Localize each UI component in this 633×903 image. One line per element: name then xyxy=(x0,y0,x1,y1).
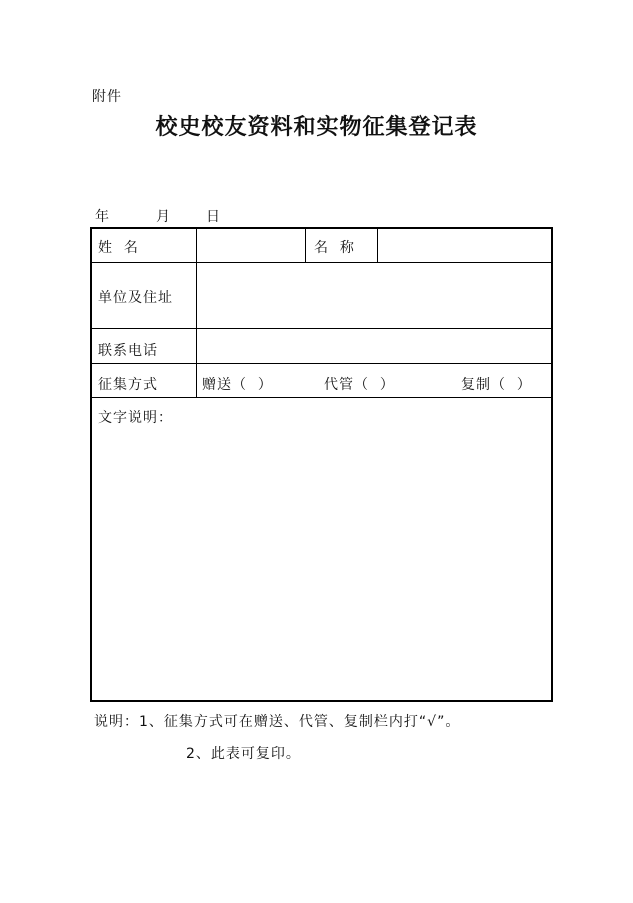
date-year-label: 年 xyxy=(95,209,109,225)
phone-field[interactable] xyxy=(198,330,551,362)
method-option-custody[interactable]: 代管（ ） xyxy=(324,377,395,393)
column-divider xyxy=(196,229,197,397)
row-divider xyxy=(92,363,551,364)
name-field[interactable] xyxy=(198,229,304,262)
note-line-1: 说明：1、征集方式可在赠送、代管、复制栏内打“√”。 xyxy=(94,714,461,730)
registration-form-table xyxy=(90,227,553,702)
item-name-field[interactable] xyxy=(379,229,551,262)
date-month-label: 月 xyxy=(156,209,170,225)
unit-address-field[interactable] xyxy=(198,264,551,327)
form-title: 校史校友资料和实物征集登记表 xyxy=(155,114,478,140)
description-label: 文字说明： xyxy=(98,410,173,426)
item-name-label: 名 称 xyxy=(314,240,355,256)
column-divider xyxy=(305,229,306,262)
row-divider xyxy=(92,328,551,329)
method-option-donate[interactable]: 赠送（ ） xyxy=(202,377,273,393)
method-label: 征集方式 xyxy=(98,377,158,393)
column-divider xyxy=(377,229,378,262)
attachment-label: 附件 xyxy=(92,89,122,105)
phone-label: 联系电话 xyxy=(98,343,158,359)
note-line-2: 2、此表可复印。 xyxy=(186,746,301,762)
row-divider xyxy=(92,397,551,398)
date-day-label: 日 xyxy=(206,209,220,225)
description-field[interactable] xyxy=(94,429,549,697)
unit-address-label: 单位及住址 xyxy=(98,290,173,306)
name-label: 姓 名 xyxy=(98,240,139,256)
row-divider xyxy=(92,262,551,263)
method-option-copy[interactable]: 复制（ ） xyxy=(461,377,532,393)
